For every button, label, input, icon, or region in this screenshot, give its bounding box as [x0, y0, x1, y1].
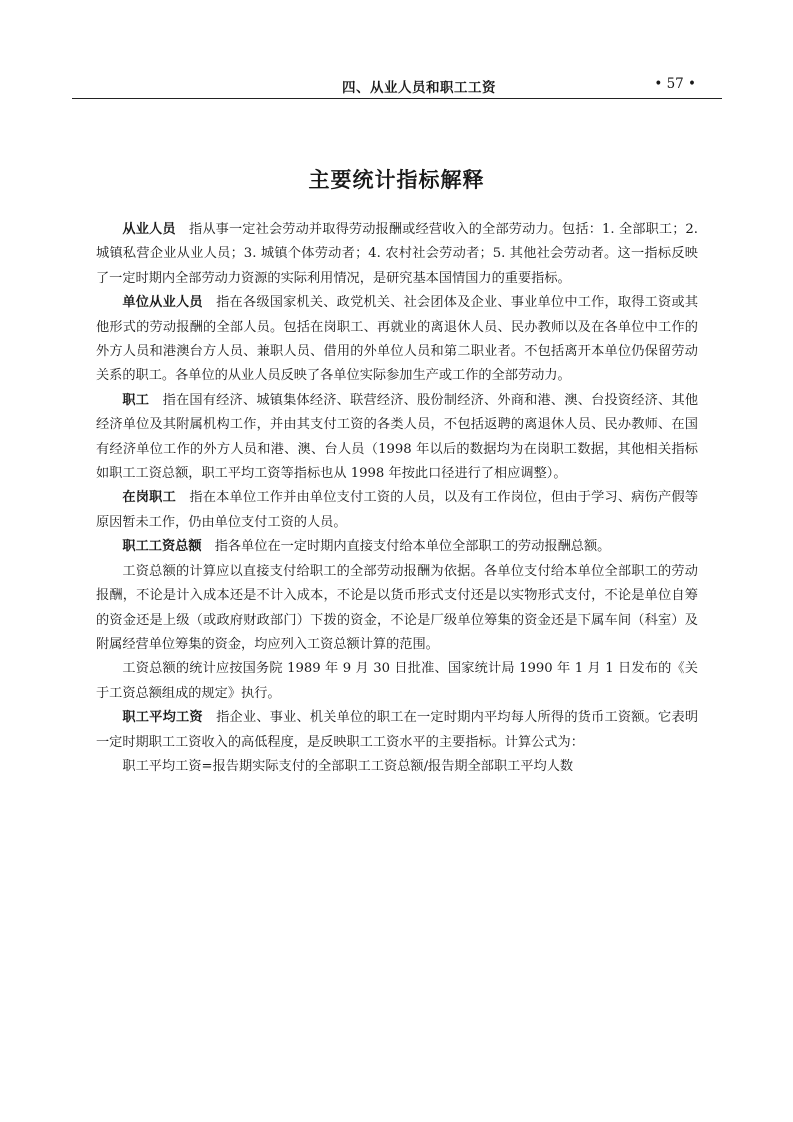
paragraph-text: 工资总额的计算应以直接支付给职工的全部劳动报酬为依据。各单位支付给本单位全部职工的劳动报酬，不论是计入成本还是不计入成本，不论是以货币形式支付还是以实物形式支付，不论是单位自筹的资金还是上级（或政府财政部门）下拨的资金，不论是厂级单位筹集的资金还是下属车间（科室）及附属经营单位筹集的资金，均应列入工资总额计算的范围。	[96, 563, 698, 652]
paragraph-average-wage-formula	[96, 755, 698, 779]
page-number: • 57 •	[654, 76, 696, 92]
page-heading: 主要统计指标解释	[308, 168, 485, 193]
header-rule	[72, 98, 722, 99]
paragraph-text: 指在本单位工作并由单位支付工资的人员，以及有工作岗位，但由于学习、病伤产假等原因暂未工作，仍由单位支付工资的人员。	[96, 490, 699, 530]
term-label: 单位从业人员	[122, 295, 203, 311]
paragraph-text: 工资总额的统计应按国务院 1989 年 9 月 30 日批准、国家统计局 1990 年 1 月 1 日发布的《关于工资总额组成的规定》执行。	[96, 661, 698, 701]
body-text	[96, 218, 698, 779]
running-header	[72, 76, 722, 96]
paragraph-text: 指各单位在一定时期内直接支付给本单位全部职工的劳动报酬总额。	[214, 539, 611, 555]
paragraph-average-wage	[96, 706, 698, 755]
paragraph-unit-employed-persons	[96, 291, 698, 389]
paragraph-staff-and-workers	[96, 389, 698, 487]
formula-text: 职工平均工资=报告期实际支付的全部职工工资总额/报告期全部职工平均人数	[122, 758, 574, 774]
paragraph-employed-persons	[96, 218, 698, 291]
paragraph-on-post-staff	[96, 486, 698, 535]
paragraph-total-wages	[96, 535, 698, 559]
paragraph-text: 指企业、事业、机关单位的职工在一定时期内平均每人所得的货币工资额。它表明一定时期职工工资收入的高低程度，是反映职工工资水平的主要指标。计算公式为：	[96, 710, 699, 750]
paragraph-text: 指在国有经济、城镇集体经济、联营经济、股份制经济、外商和港、澳、台投资经济、其他经济单位及其附属机构工作，并由其支付工资的各类人员，不包括返聘的离退休人员、民办教师、在国有经济单位工作的外方人员和港、澳、台人员（1998 年以后的数据均为在岗职工数据，其他相关指标如职工工资总额，职工平均工资等指标也从 1998 年按此口径进行了相应调整）。	[96, 392, 699, 482]
term-label: 职工工资总额	[122, 539, 202, 555]
paragraph-text: 指在各级国家机关、政党机关、社会团体及企业、事业单位中工作，取得工资或其他形式的劳动报酬的全部人员。包括在岗职工、再就业的离退休人员、民办教师以及在各单位中工作的外方人员和港澳台方人员、兼职人员、借用的外单位人员和第二职业者。不包括离开本单位仍保留劳动关系的职工。各单位的从业人员反映了各单位实际参加生产或工作的全部劳动力。	[96, 295, 699, 384]
paragraph-wage-statistics-regulation	[96, 657, 698, 706]
term-label: 职工	[122, 392, 150, 408]
term-label: 从业人员	[122, 222, 176, 237]
term-label: 在岗职工	[122, 490, 176, 506]
running-title: 四、从业人员和职工工资	[342, 80, 496, 96]
term-label: 职工平均工资	[122, 710, 203, 726]
paragraph-text: 指从事一定社会劳动并取得劳动报酬或经营收入的全部劳动力。包括：1. 全部职工；2. 城镇私营企业从业人员；3. 城镇个体劳动者；4. 农村社会劳动者；5. 其他社会劳动者。这一指标反映了一定时期内全部劳动力资源的实际利用情况，是研究基本国情国力的重要指标。	[96, 222, 699, 286]
paragraph-wage-calculation-basis	[96, 560, 698, 658]
